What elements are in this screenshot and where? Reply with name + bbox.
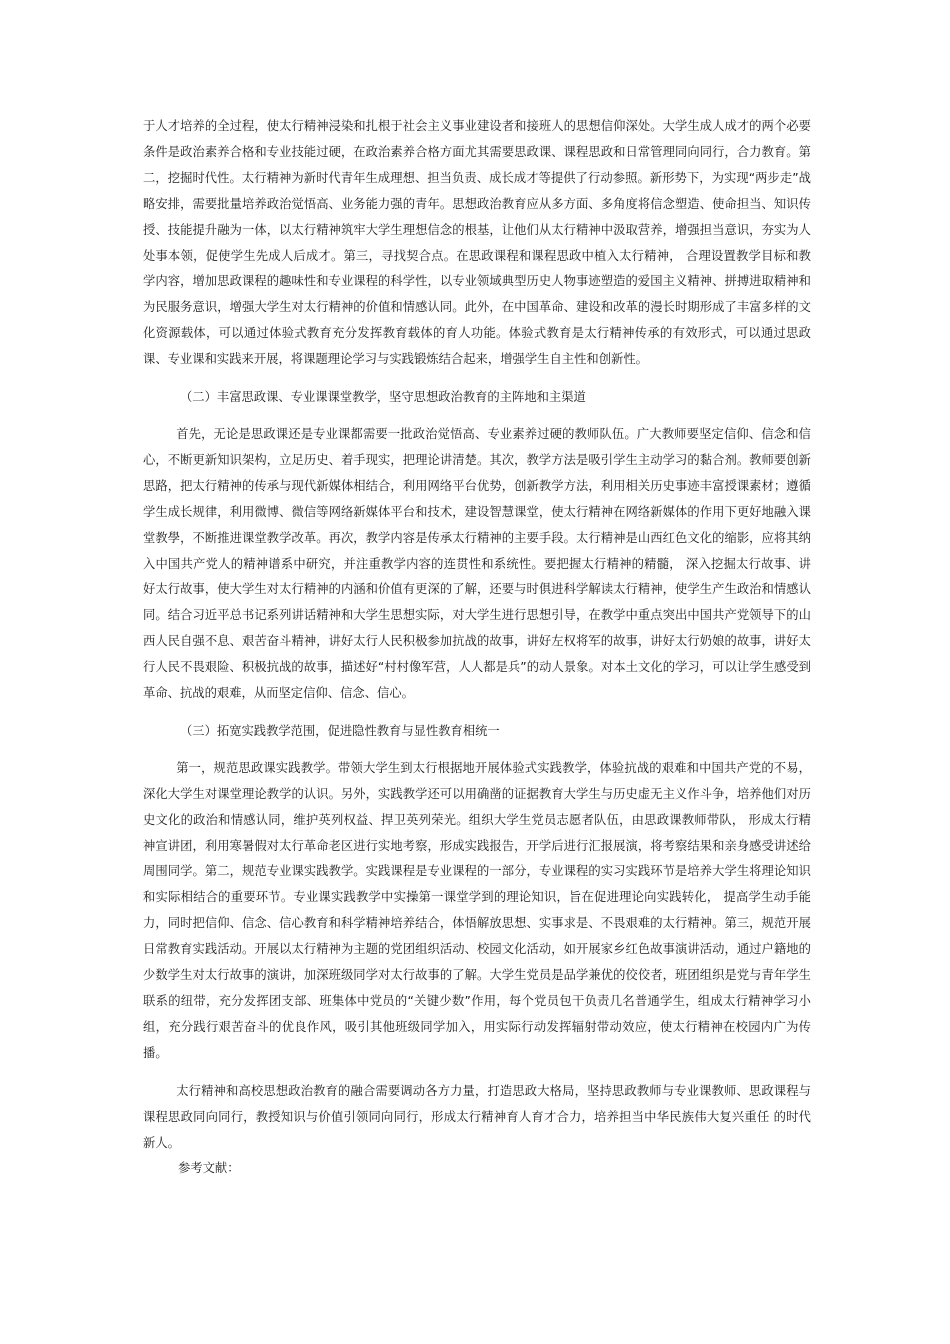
body-paragraph-3: 第一，规范思政课实践教学。带领大学生到太行根据地开展体验式实践教学，体验抗战的艰难和中国共产党的不易，深化大学生对课堂理论教学的认识。另外，实践教学还可以用确凿的证据教育大学生与历史虚无主义作斗争，培养他们对历史文化的政治和情感认同，维护英列权益、捍卫英列荣光。组织大学生党员志愿者队伍，由思政课教师带队， 形成太行精神宣讲团，利用寒暑假对太行革命老区进行实地考察，形成实践报告，开学后进行汇报展演，将考察结果和亲身感受讲述给周围同学。第二，规范专业课实践教学。实践课程是专业课程的一部分，专业课程的实习实践环节是培养大学生将理论知识和实际相结合的重要环节。专业课实践教学中实操第一课堂学到的理论知识，旨在促进理论向实践转化， 提高学生动手能力，同时把信仰、信念、信心教育和科学精神培养结合，体悟解放思想、实事求是、不畏艰难的太行精神。第三，规范开展日常教育实践活动。开展以太行精神为主题的党团组织活动、校​园文化活动，如开展家乡红色故事演讲活动，通过户籍地的少数学生对太行故事的演讲，加深班级同学对太行故事的了解。大学生党员是品学兼优的佼佼者，班团组织是党与青年学生联系的纽带，充分发挥团支部、班集体中党员的“关键少数”作用，每个党员包干负责几名普通学生，组成太行精神学习小组，充分践行艰苦奋斗的优良作风，吸引其他班级同学加入，用实际行动发挥辐射带动效应，使太行精神在校​园内广为传播。: [143, 760, 811, 1060]
document-page: [143, 114, 811, 1182]
references-label: 参考文献：: [178, 1161, 240, 1176]
body-paragraph-1: 于人才培养的全过程，使太行精神浸染和扎根于社会主义事业建设者和接班人的思想信仰深处。大学生成人成才的两个必要条件是政治素养合格和专业技能过硬，在政治素养合格方面尤其需要思政课、课程思政和日常管理同向同行，合力教育。第二，挖掘时代性。太行精神为新时代青年生成理想、担当负责、成长成才等提供了行动参照。新形势下，为实现“两步走”战略安排，需要批量培养政治觉悟高、业务能力强的青年。思想政治教育应从多方面、多角度将信念塑造、使命担当、知识传授、技能提升融为一体，以太行精神筑牢大学生理想信念的根基，让他们从太行精神中汲取营养，增强担当意识，夯实为人处事本领，促使学生先成人后成才。第三，寻找契合点。在思政课程和课程思政中植入太行精神， 合理设置教学目标和教学内容，增加思政课程的趣味性和专业课程的科学性，以专业领域典型历史人物事迹塑造的爱国主义精神、拼搏进取精神和为民服务意识，增强大学生对太行精神的价值和情感认同。此外，在中国革命、建设和改革的漫长时期形成了丰富多样的文化资源载体，可以通过体验式教育充分发挥教育载体的育人功能。体验式教育是太行精神传承的有效形式，可以通过思政课、专业课和实践来开展，将课题理论学习与实践锻炼结合起来，增强学生自主性和创新性。: [143, 119, 811, 367]
section-heading-3: （三）拓宽实践教学范围，促进隐性教育与显性教育相统一: [180, 723, 500, 738]
body-paragraph-2: 首先，无论是思政课还是专业课都需要一批政治觉悟高、专业素养过硬的教师队伍。广大教师要坚定信仰、信念和信心，不断更新知识架构，立足历史、着手现实，把理论讲清楚。其次，教学方法是吸引学生主动学习的黏合剂。教师要创新思路，把太行精神的传承与现代新媒体相结合，利用网络平台优势，创新教学方法，利用相关历史事迹丰富授课素材；遵循学生成长规律，利用微博、微信等网络新媒体平台和技术，建设智慧课堂，使太行精神在网络新媒体的作用下更好地融入课堂教學，不断推进课堂教学改革。再次，教学内容是传承太行精神的主要手段。太行精神是山西红色文化的缩影，应将其纳入中国共产党人的精神谱系中研究，并注重教学内容的连贯性和系统性。要把握太行精神的精髓， 深入挖掘太行故事、讲好太行故事，使大学生对太行精神的内涵和价值有更深的了解，还要与时俱进科学解读太行精神，使学生产生政治和情感认同。结合习近平总书记系列讲话精神和大学生思想实际，对大学生进行思想引导，在教学中重点突出中国共产党领导下的山西人民自强不息、艰苦奋斗精神，讲好太行人民积极参加抗战的故事，讲好左权将军的故事，讲好太行奶娘的故事，讲好太行人民不畏艰险、积极抗战的故事，描述好“村村像军营，人人都是兵”的动人景象。对本土文化的学习，可以让学生感受到革命、抗战的艰难，从而坚定信仰、信念、信心。: [143, 426, 811, 701]
body-paragraph-4: 太行精神和高校思想政治教育的融合需要调动各方力量，打造思政大格局，坚持思政教师与专业课教师、思政课程与课程思政同向同行，教授知识与价值引领同向同行，形成太行精神育人育才合力，培养担当中华民族伟大复兴重任 的时代新人。: [143, 1083, 811, 1150]
section-heading-2: （二）丰富思政课、专业课课堂教学，坚守思想政治教育的主阵地和主渠道: [180, 390, 586, 405]
